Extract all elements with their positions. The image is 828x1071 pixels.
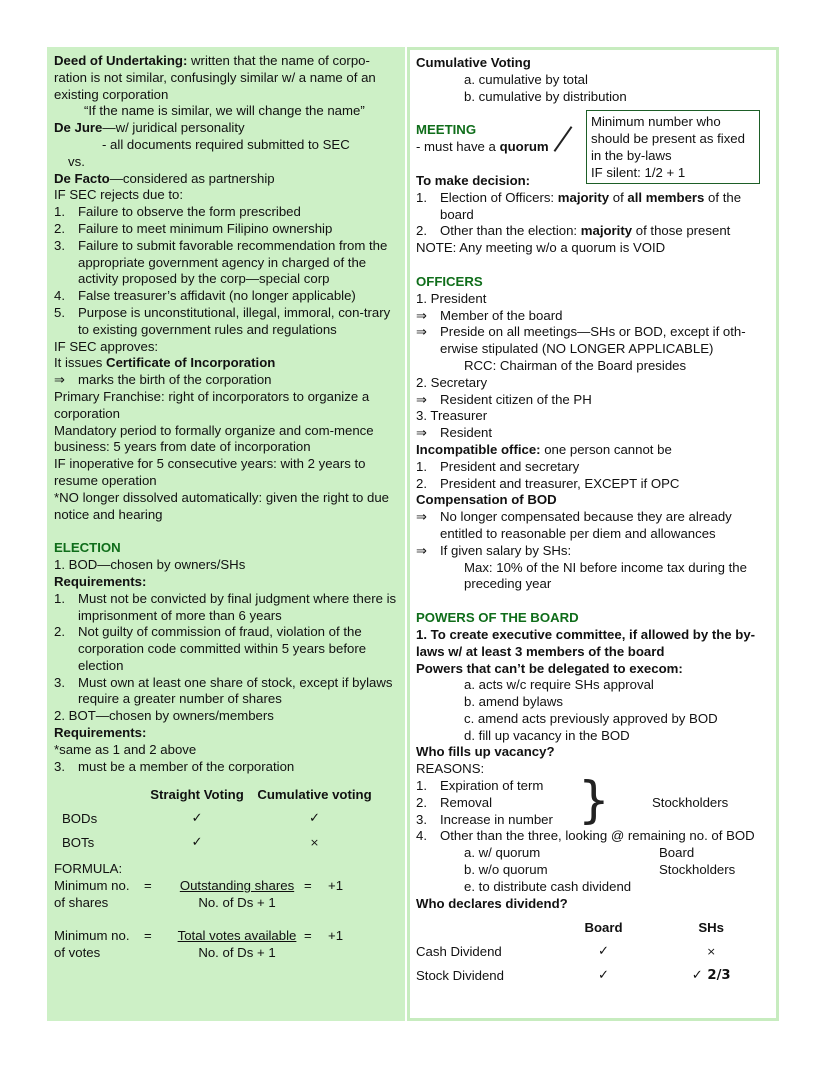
text: Election of Officers: [440,189,558,205]
text: of those present [632,223,731,239]
arrow-text: Resident citizen of the PH [440,391,592,407]
cross-icon: × [309,836,320,850]
list-text: President and secretary [440,458,580,474]
list-text: Not guilty of commission of fraud, violation of the corporation code committed within 5 years before election [78,624,367,673]
table-cell: Stock Dividend [416,968,504,984]
arrow-icon: ⇒ [54,372,66,388]
list-number: 2. [416,223,427,239]
voting-header-cumulative: Cumulative voting [257,787,372,803]
requirements-heading-1: Requirements: [54,573,147,589]
text: Other than the election: [440,223,581,239]
fraction-denominator: No. of Ds + 1 [198,895,276,911]
fraction-denominator: No. of Ds + 1 [198,944,276,960]
list-number: 3. [54,237,65,253]
formula-label-line1: Minimum no. [54,927,130,943]
void-note: NOTE: Any meeting w/o a quorum is VOID [416,240,666,256]
quorum-prefix: - must have a [416,139,500,155]
quorum-definition-box [586,110,760,184]
cumulative-heading: Cumulative Voting [416,55,531,70]
deed-text: written that the name of corpo-ration is not similar, confusingly similar w/ a name of an existing corporation [54,53,376,102]
dividend-table [416,916,771,988]
decision-2 [416,223,771,240]
list-text: Other than the three, looking @ remaining no. of BOD [440,828,755,844]
list-text: Removal [440,794,493,810]
election-heading: ELECTION [54,540,121,556]
list-text [440,223,771,240]
formula-heading: FORMULA: [54,861,123,877]
bot-line: 2. BOT—chosen by owners/members [54,708,274,724]
list-number: 3. [54,758,65,774]
fraction-numerator: Total votes available [177,927,297,943]
check-icon: ✓ [191,811,203,827]
delegate-list [416,677,771,744]
arrow-icon: ⇒ [416,307,428,323]
brace-icon: } [578,771,610,830]
dejure-term: De Jure [54,120,103,136]
birth-line [54,372,397,389]
list-number: 5. [54,304,65,320]
voting-header-blank [62,783,142,807]
treasurer-line: 3. Treasurer [416,408,488,424]
table-row [416,940,771,964]
left-column [47,47,405,1021]
equals-sign: = [304,878,312,894]
no-longer-text: *NO longer dissolved automatically: given the right to due notice and hearing [54,489,389,522]
list-text: Member of the board [440,307,563,323]
inoperative-text: IF inoperative for 5 consecutive years: with 2 years to resume operation [54,456,366,488]
list-text: Failure to meet minimum Filipino ownership [78,220,333,236]
bold-text: all members [627,189,705,205]
mandatory-period: Mandatory period to formally organize and com-mence business: 5 years from date of incorporation [54,422,374,455]
cross-icon: × [706,945,716,959]
birth-text: marks the birth of the corporation [78,372,272,388]
bod-line: 1. BOD—chosen by owners/SHs [54,557,246,573]
arrow-text: Resident [440,425,493,441]
decision-heading: To make decision: [416,172,531,188]
defacto-term: De Facto [54,170,110,186]
table-row [62,807,377,831]
reason-4 [416,828,771,845]
table-cell: Cash Dividend [416,944,502,960]
list-number: 4. [54,288,65,304]
formula-label [54,878,144,912]
list-text: Purpose is unconstitutional, illegal, immoral, con-trary to existing government rules and regulations [78,304,391,337]
list-item [54,591,397,625]
formula-label-line1: Minimum no. [54,878,130,894]
list-number: 4. [416,828,427,844]
officers-heading: OFFICERS [416,273,483,289]
dividend-heading: Who declares dividend? [416,895,568,911]
check-icon: ✓ [308,811,321,827]
quorum-term: quorum [499,139,549,155]
text: of the board [440,189,742,222]
primary-franchise: Primary Franchise: right of incorporators to organize a corporation [54,388,370,421]
rejects-list [54,204,397,338]
check-icon: ✓ [191,835,203,851]
list-item [54,221,397,238]
list-item [416,308,771,325]
list-item [416,476,771,493]
list-item [416,509,771,543]
list-item [54,624,397,674]
arrow-icon: ⇒ [416,324,428,340]
box-silent: IF silent: 1/2 + 1 [591,165,686,180]
text: of [609,189,628,205]
arrow-icon: ⇒ [416,391,428,407]
list-number: 1. [416,458,427,474]
decision-1 [416,190,771,224]
list-text: Expiration of term [440,778,544,794]
check-two-thirds: ✓ 2/3 [691,968,731,984]
formula-plus: +1 [328,927,344,943]
bold-text: majority [557,189,610,205]
arrow-icon: ⇒ [416,425,428,441]
list-number: 2. [416,475,427,491]
requirements-list [54,591,397,709]
dividend-header-board: Board [584,920,623,936]
list-text: must be a member of the corporation [78,758,295,774]
sub-b-text: b. w/o quorum [464,862,548,878]
deed-quote: “If the name is similar, we will change the name” [84,103,365,119]
member-requirement [54,759,397,776]
list-text: Must own at least one share of stock, except if bylaws require a greater number of shares [78,674,393,707]
max-text: Max: 10% of the NI before income tax during the preceding year [464,559,747,592]
incompatible-list [416,459,771,493]
compensation-details [416,509,771,559]
incompatible-text: one person cannot be [540,441,672,457]
dejure-text: —w/ juridical personality [102,120,245,136]
right-column [407,47,779,1021]
requirements-heading-2: Requirements: [54,725,147,741]
sub-b-who: Stockholders [659,862,736,878]
list-number: 3. [54,674,65,690]
list-number: 2. [416,794,427,810]
dividend-header-shs: SHs [698,920,725,936]
formula-label [54,928,144,962]
stockholders-label: Stockholders [652,795,729,811]
list-item [54,238,397,288]
meeting-heading: MEETING [416,122,477,138]
check-icon: ✓ [597,968,610,984]
list-item: c. amend acts previously approved by BOD [464,710,718,726]
incompatible-term: Incompatible office: [416,441,541,457]
compensation-heading: Compensation of BOD [416,492,557,508]
list-text: Must not be convicted by final judgment where there is imprisonment of more than 6 years [78,590,397,623]
deed-term: Deed of Undertaking: [54,53,188,68]
certificate-term: Certificate of Incorporation [106,355,276,371]
box-text: Minimum number who should be present as fixed in the by-laws [591,114,745,163]
rejects-heading: IF SEC rejects due to: [54,187,183,203]
reasons-block [416,771,771,830]
equals-sign: = [144,927,152,943]
voting-table [62,783,377,855]
vacancy-heading: Who fills up vacancy? [416,744,555,760]
list-item: d. fill up vacancy in the BOD [464,727,630,743]
dejure-line [54,120,397,137]
sub-b-row [416,862,771,879]
vs-label: vs. [68,153,85,169]
execom-line: 1. To create executive committee, if allowed by the by-laws w/ at least 3 members of the board [416,626,756,659]
list-item [54,305,397,339]
fraction-numerator: Outstanding shares [179,878,295,894]
check-icon: ✓ [597,944,610,960]
list-number: 2. [54,624,65,640]
issues-line [54,355,397,372]
list-text: False treasurer’s affidavit (no longer applicable) [78,288,356,304]
treasurer-detail [416,425,771,442]
max-line [416,560,771,594]
dejure-sub: - all documents required submitted to SEC [102,136,350,152]
formula-shares [54,878,397,912]
list-number: 1. [54,590,65,606]
sub-a-who: Board [659,845,695,861]
equals-sign: = [304,927,312,943]
table-row [62,831,377,855]
sub-a-row [416,845,771,862]
incompatible-line [416,442,771,459]
list-text [440,190,771,224]
list-item [54,288,397,305]
list-text: President and treasurer, EXCEPT if OPC [440,475,680,491]
defacto-line [54,171,397,188]
equals-sign: = [144,878,152,894]
formula-plus: +1 [328,878,344,894]
defacto-text: —considered as partnership [109,170,275,186]
list-text: Failure to submit favorable recommendation from the appropriate government agency in charged of the activity proposed by the corp—special corp [78,237,388,287]
voting-header-straight: Straight Voting [150,787,244,803]
secretary-line: 2. Secretary [416,374,488,390]
table-cell: BOTs [62,835,95,851]
list-number: 3. [416,811,427,827]
list-item: a. acts w/c require SHs approval [464,677,654,693]
list-item [416,324,771,358]
formula-fraction [170,928,304,962]
arrow-icon: ⇒ [416,509,428,525]
table-row [416,964,771,988]
table-cell: BODs [62,811,98,827]
list-number: 1. [416,778,427,794]
list-text: If given salary by SHs: [440,542,572,558]
list-item [416,459,771,476]
formula-votes [54,928,397,962]
deed-paragraph [54,53,397,103]
reasons-heading: REASONS: [416,761,485,777]
arrow-icon: ⇒ [416,542,428,558]
list-item [54,675,397,709]
formula-fraction [170,878,304,912]
list-item: b. amend bylaws [464,694,563,710]
list-number: 1. [54,204,65,220]
list-number: 1. [416,189,427,205]
issues-prefix: It issues [54,355,107,371]
list-text: No longer compensated because they are already entitled to reasonable per diem and allowances [440,509,732,541]
list-text: Increase in number [440,811,553,827]
president-details [416,308,771,358]
cant-delegate-heading: Powers that can’t be delegated to execom: [416,660,683,676]
dividend-header-blank [416,916,556,940]
formula-label-line2: of votes [54,944,101,960]
cumulative-b: b. cumulative by distribution [464,88,627,104]
formula-label-line2: of shares [54,895,109,911]
list-text: Preside on all meetings—SHs or BOD, except if oth-erwise stipulated (NO LONGER APPLICABLE) [440,324,746,357]
list-number: 2. [54,220,65,236]
same-note: *same as 1 and 2 above [54,741,197,757]
approves-heading: IF SEC approves: [54,338,159,354]
list-item [416,543,771,560]
list-item [54,204,397,221]
powers-heading: POWERS OF THE BOARD [416,610,579,626]
list-text: Failure to observe the form prescribed [78,204,301,220]
sub-e-text: e. to distribute cash dividend [464,878,632,894]
cumulative-a: a. cumulative by total [464,71,588,87]
bold-text: majority [580,223,633,239]
rcc-line: RCC: Chairman of the Board presides [464,357,687,373]
sub-a-text: a. w/ quorum [464,845,541,861]
secretary-detail [416,392,771,409]
president-line: 1. President [416,290,487,306]
